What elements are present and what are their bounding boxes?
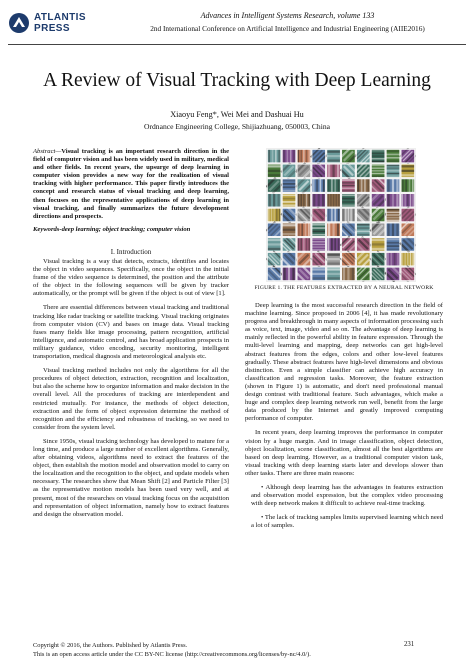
- filter-patch: [312, 238, 325, 251]
- filter-patch: [386, 208, 399, 221]
- filter-patch: [295, 162, 312, 179]
- filter-patch: [310, 206, 327, 223]
- filter-patch: [386, 238, 399, 251]
- filter-patch: [327, 223, 340, 236]
- filter-patch: [268, 164, 281, 177]
- filter-patch: [357, 179, 370, 192]
- filter-patch: [369, 265, 387, 282]
- abstract-label: Abstract—: [33, 148, 62, 155]
- filter-patch: [266, 250, 283, 268]
- paper-affiliation: Ordnance Engineering College, Shijiazhuang, 050003, China: [143, 122, 330, 131]
- filter-patch: [282, 179, 295, 192]
- filter-patch: [399, 206, 416, 224]
- body-paragraph: Deep learning is the most successful research direction in the field of machine learning. Since proposed in 2006 [4], it has made revolutionary progress and breakthrough in many aspects of information processing such as voice, text, image, video and so on. The advantage of deep learning is mainly reflected in the powerful ability in feature expression. Through the multi-level learning and mapping, deep networks can get high-level abstract features from the edges, colors and other low-level features gradually. These abstract features have high-level dimensions and obvious distinction. Even a simple classifier can achieve high accuracy in classification and regression tasks. Moreover, the feature extraction (shown in Figure 1) is automatic, and don't need professional manual design contrast with traditional feature. Such advantages, which make a huge and complex deep learning network run well, benefit from the large data produced by the Internet and greatly improved computing performance of computer.: [245, 302, 443, 423]
- filter-patch: [342, 267, 355, 280]
- filter-patch: [327, 267, 340, 280]
- filter-patch: [386, 223, 399, 236]
- filter-patch: [355, 206, 372, 223]
- filter-patch: [401, 194, 414, 207]
- filter-patch: [371, 164, 384, 177]
- filter-patch: [369, 177, 387, 195]
- filter-patch: [354, 191, 372, 209]
- filter-patch: [297, 150, 310, 163]
- filter-patch: [401, 164, 414, 177]
- section-heading: I. Introduction: [110, 248, 152, 256]
- body-paragraph: Since 1950s, visual tracking technology has developed to mature for a long time, and produce a large number of excellent algorithms. Generally, after obtaining videos, algorithms need to extract the features of the object, then establish the motion model and observation model to carry on the localization and the recognition to the object, and update models when necessary. The researches show that Mean Shift [2] and Particle Filter [3] as the representative motion models has been used very well, and at present, most of the researches on visual tracking focus on the acquisition and representation of object information, namely how to extract features and design the observation model.: [33, 437, 229, 518]
- abstract-text: Visual tracking is an important research direction in the field of computer vision and has been widely used in military, medical and other fields. In recent years, the upsurge of deep learning in computer vision provides a new way for the realization of visual tracking with higher performance. This paper firstly introduces the concept and research status of visual tracking and deep learning, then focuses on the representative applications of deep learning in visual tracking, and finally summarizes the future development directions and prospects.: [33, 148, 229, 220]
- filter-patch: [312, 223, 325, 236]
- filter-patch: [342, 208, 355, 221]
- filter-patch: [268, 150, 281, 163]
- filter-patch: [340, 250, 358, 268]
- filter-patch: [327, 164, 340, 177]
- atlantis-logo-icon: [8, 12, 30, 34]
- filter-patch: [354, 148, 372, 165]
- filter-patch: [282, 150, 295, 163]
- logo-line-2: PRESS: [34, 23, 70, 34]
- license-notice: This is an open access article under the CC BY-NC license (http://creativecommons.org/licenses/by-nc/4.0/).: [33, 651, 311, 658]
- filter-patch: [268, 208, 281, 221]
- filter-patch: [327, 208, 340, 221]
- filter-patch: [340, 221, 358, 239]
- filter-patch: [310, 250, 328, 268]
- filter-patch: [266, 265, 283, 282]
- filter-patch: [370, 192, 387, 209]
- filter-patch: [282, 194, 295, 207]
- filter-patch: [268, 238, 281, 251]
- filter-patch: [342, 179, 355, 192]
- filter-patch: [310, 162, 328, 180]
- filter-patch: [295, 265, 312, 282]
- keywords: Keywords-deep learning; object tracking; computer vision: [33, 226, 191, 233]
- filter-patch: [386, 179, 399, 192]
- filter-patch: [312, 267, 325, 280]
- filter-patch: [354, 162, 372, 180]
- filter-patch: [401, 179, 414, 192]
- filter-patch: [370, 221, 387, 238]
- filter-patch: [386, 164, 399, 177]
- body-paragraph: Visual tracking is a way that detects, extracts, identifies and locates the object in video sequences. Specifically, once the object in the initial frame of the video sequence is determined, the position and the attribute of the object in the following sequences will be given by tracker automatically, or the prompt will be given if the object is out of view [1].: [33, 258, 229, 298]
- filter-patch: [280, 206, 297, 223]
- filter-patch: [342, 194, 355, 207]
- abstract: [33, 148, 229, 221]
- right-body: [245, 302, 443, 530]
- filter-patch: [399, 236, 416, 253]
- filter-patch: [295, 206, 313, 224]
- bullet-item: • Although deep learning has the advantages in features extraction and observation model expression, but the complex video processing with deep network makes it difficult to achieve real-time tracking.: [251, 483, 443, 508]
- filter-patch: [282, 267, 295, 280]
- filter-patch: [327, 194, 340, 207]
- filter-patch: [355, 236, 372, 253]
- filter-patch: [280, 251, 297, 268]
- filter-patch: [297, 194, 310, 207]
- header-divider: [8, 44, 466, 45]
- neural-network-features-image: [266, 148, 416, 282]
- filter-patch: [399, 148, 416, 165]
- filter-patch: [371, 150, 384, 163]
- filter-patch: [327, 238, 340, 251]
- filter-patch: [370, 206, 387, 223]
- filter-patch: [266, 221, 283, 239]
- filter-patch: [312, 179, 325, 192]
- filter-patch: [401, 253, 414, 266]
- figure-1-image: [266, 148, 416, 282]
- publisher-logo: [8, 10, 104, 40]
- filter-patch: [340, 162, 357, 179]
- filter-patch: [340, 148, 357, 165]
- filter-patch: [371, 238, 384, 251]
- logo-line-1: ATLANTIS: [34, 12, 86, 23]
- filter-patch: [310, 148, 328, 165]
- left-body: [33, 258, 229, 519]
- filter-patch: [268, 194, 281, 207]
- filter-patch: [280, 162, 297, 179]
- filter-patch: [399, 221, 416, 239]
- filter-patch: [384, 265, 401, 282]
- series-header: Advances in Intelligent Systems Research, volume 133: [200, 11, 375, 20]
- filter-patch: [295, 251, 312, 268]
- filter-patch: [297, 223, 310, 236]
- body-paragraph: There are essential differences between visual tracking and traditional tracking like radar tracking or satellite tracking. Visual tracking originates from computer vision (CV) and bases on image data. Visual tracking fuses many fields like image processing, pattern recognition, artificial intelligence, and automatic control, and has broad application prospects in military guidance, video encoding, security monitoring, intelligent transportation, medical diagnosis and meteorological analysis etc.: [33, 304, 229, 361]
- filter-patch: [280, 236, 298, 254]
- body-paragraph: Visual tracking method includes not only the algorithms for all the procedures of object detection, extraction, recognition and localization, but also the scheme how to organize information and make decision in the overall level. All the procedures of tracking are interdependent and restricted mutually. For instance, the methods of object detection, extraction and the form of object expression determine the method of recognition and the efficiency and robustness of tracking, so we need to consider from the system level.: [33, 367, 229, 431]
- filter-patch: [399, 265, 416, 282]
- filter-patch: [355, 251, 372, 268]
- filter-patch: [386, 150, 399, 163]
- figure-caption: FIGURE 1. THE FEATURES EXTRACTED BY A NEURAL NETWORK: [254, 285, 434, 291]
- footer: [33, 641, 373, 659]
- bullet-item: • The lack of tracking samples limits supervised learning which need a lot of samples.: [251, 514, 443, 530]
- paper-authors: Xiaoyu Feng*, Wei Mei and Dashuai Hu: [170, 110, 304, 119]
- filter-patch: [297, 238, 310, 251]
- paper-title: A Review of Visual Tracking with Deep Learning: [43, 70, 431, 91]
- page-number: 231: [404, 641, 415, 648]
- filter-patch: [295, 177, 312, 194]
- filter-patch: [327, 150, 340, 163]
- filter-patch: [282, 223, 295, 236]
- filter-patch: [386, 253, 399, 266]
- filter-patch: [340, 236, 358, 254]
- filter-patch: [266, 177, 283, 194]
- filter-patch: [327, 253, 340, 266]
- filter-patch: [357, 223, 370, 236]
- filter-patch: [386, 194, 399, 207]
- filter-patch: [312, 194, 325, 207]
- body-paragraph: In recent years, deep learning improves the performance in computer vision by a huge margin. And in image classification, object detection, object localization, scene classification, almost all the best algorithms are based on deep learning. However, as a traditional computer vision task, visual tracking with deep learning starts later and develops slower than other tasks. There are three main reasons:: [245, 429, 443, 477]
- filter-patch: [327, 179, 340, 192]
- conference-header: 2nd International Conference on Artificial Intelligence and Industrial Engineering (AIIE2016): [150, 24, 425, 33]
- copyright-notice: Copyright © 2016, the Authors. Published by Atlantis Press.: [33, 642, 188, 649]
- logo-text: [34, 12, 86, 34]
